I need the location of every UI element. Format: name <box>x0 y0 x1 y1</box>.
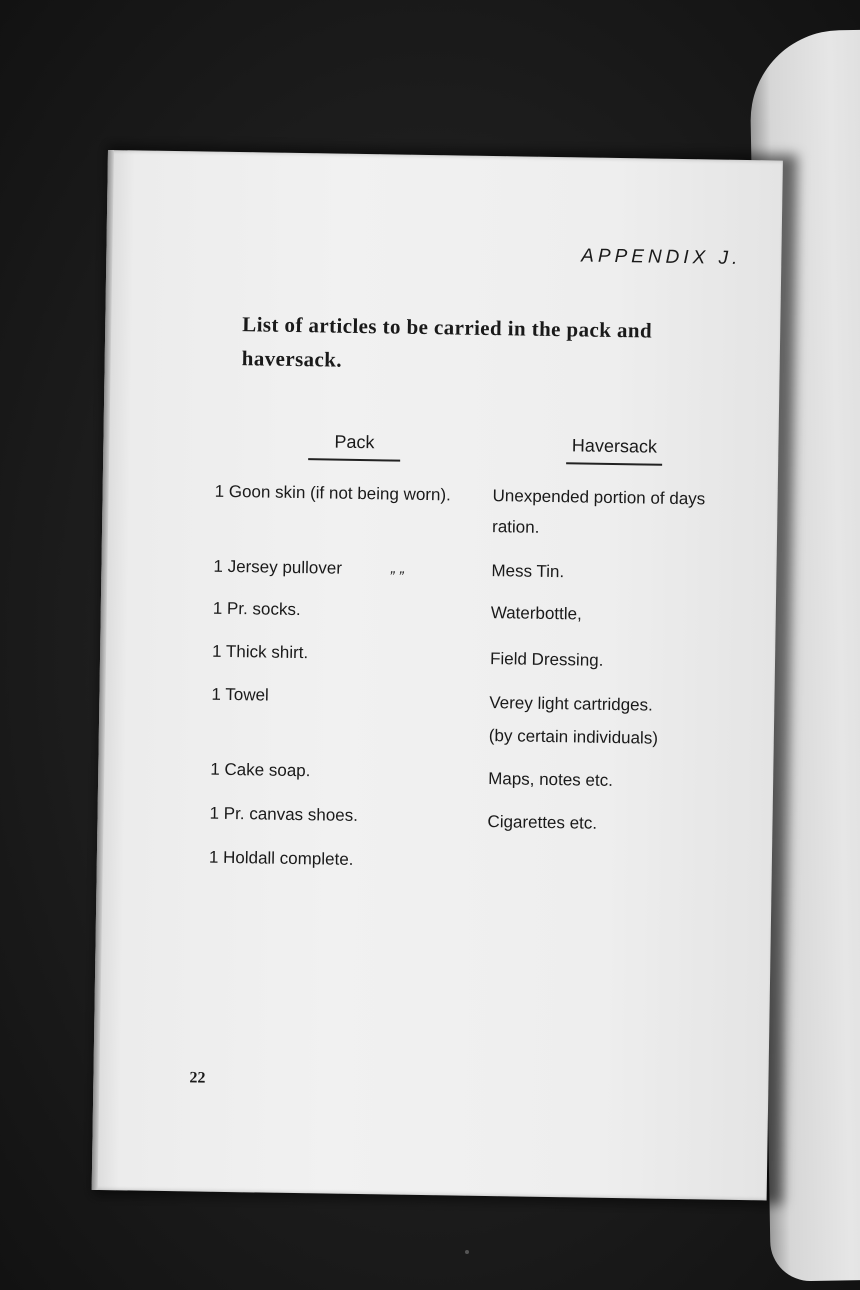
pack-item: 1 Pr. canvas shoes. <box>209 803 359 826</box>
pack-item: 1 Towel <box>211 684 269 705</box>
pack-item: 1 Jersey pullover <box>213 556 343 578</box>
haversack-item: Unexpended portion of days <box>492 486 706 509</box>
haversack-item: Verey light cartridges. <box>489 693 653 715</box>
page-number: 22 <box>189 1069 206 1087</box>
haversack-column-header: Haversack <box>566 435 662 464</box>
pack-item: 1 Pr. socks. <box>212 598 301 620</box>
haversack-item: Cigarettes etc. <box>487 812 598 833</box>
haversack-item: (by certain individuals) <box>488 726 659 748</box>
haversack-item: Mess Tin. <box>491 561 565 582</box>
page-title: List of articles to be carried in the pack and haversack. <box>241 312 653 372</box>
pack-item: 1 Goon skin (if not being worn). <box>214 481 452 505</box>
page-gutter <box>92 150 114 1190</box>
haversack-item: Waterbottle, <box>490 603 582 624</box>
pack-item: 1 Holdall complete. <box>208 847 354 869</box>
haversack-item: Field Dressing. <box>489 649 604 670</box>
ditto-marks: ” ” <box>389 568 404 586</box>
pack-item: 1 Thick shirt. <box>211 641 309 663</box>
pack-column-header: Pack <box>308 431 400 459</box>
appendix-heading: APPENDIX J. <box>581 245 742 269</box>
dust-speck <box>465 1250 469 1254</box>
haversack-item: Maps, notes etc. <box>488 769 614 791</box>
book-page <box>92 150 783 1200</box>
pack-item: 1 Cake soap. <box>210 759 311 781</box>
haversack-item: ration. <box>491 517 540 537</box>
